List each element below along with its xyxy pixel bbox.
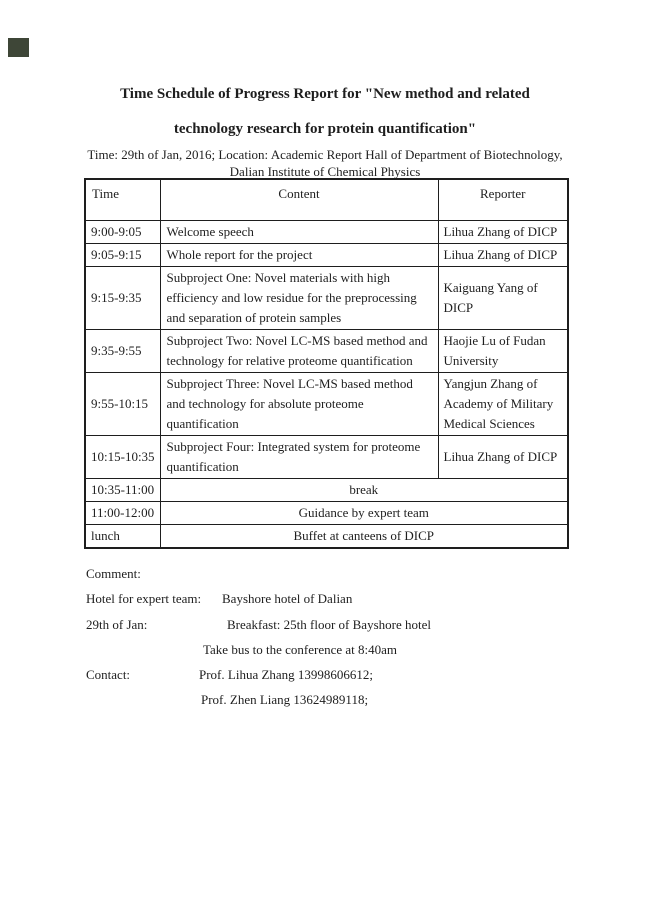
- breakfast-note: Breakfast: 25th floor of Bayshore hotel: [227, 617, 431, 632]
- table-row: [85, 220, 568, 243]
- date-label: 29th of Jan:: [86, 617, 148, 632]
- event-time-location-line1: Time: 29th of Jan, 2016; Location: Academic Report Hall of Department of Biotechnology,: [87, 147, 563, 162]
- contact-phone-2: Prof. Zhen Liang 13624989118;: [201, 692, 369, 707]
- content-cell: Subproject Four: Integrated system for proteome quantification: [160, 435, 438, 478]
- table-row: [85, 501, 568, 524]
- content-cell-merged: break: [160, 478, 568, 501]
- column-header-reporter: Reporter: [438, 179, 568, 220]
- column-header-content: Content: [160, 179, 438, 220]
- table-row: [85, 435, 568, 478]
- bus-note: Take bus to the conference at 8:40am: [203, 642, 398, 657]
- comment-label: Comment:: [86, 566, 141, 581]
- table-header-row: [85, 179, 568, 220]
- reporter-cell: Lihua Zhang of DICP: [438, 243, 568, 266]
- reporter-cell: Kaiguang Yang of DICP: [438, 266, 568, 329]
- table-row: [85, 266, 568, 329]
- time-cell: 9:00-9:05: [85, 220, 160, 243]
- reporter-cell: Yangjun Zhang of Academy of Military Medical Sciences: [438, 372, 568, 435]
- content-cell: Subproject Two: Novel LC-MS based method and technology for relative proteome quantification: [160, 329, 438, 372]
- reporter-cell: Lihua Zhang of DICP: [438, 435, 568, 478]
- time-cell: 9:05-9:15: [85, 243, 160, 266]
- content-cell-merged: Buffet at canteens of DICP: [160, 524, 568, 548]
- time-cell: 9:55-10:15: [85, 372, 160, 435]
- column-header-time: Time: [85, 179, 160, 220]
- time-cell: lunch: [85, 524, 160, 548]
- content-cell: Welcome speech: [160, 220, 438, 243]
- time-cell: 9:35-9:55: [85, 329, 160, 372]
- time-cell: 10:35-11:00: [85, 478, 160, 501]
- content-cell-merged: Guidance by expert team: [160, 501, 568, 524]
- hotel-value: Bayshore hotel of Dalian: [222, 591, 353, 606]
- time-cell: 11:00-12:00: [85, 501, 160, 524]
- event-time-location-line2: Dalian Institute of Chemical Physics: [229, 164, 421, 179]
- schedule-table: [84, 178, 569, 549]
- hotel-label: Hotel for expert team:: [86, 591, 202, 606]
- contact-label: Contact:: [86, 667, 131, 682]
- table-row: [85, 243, 568, 266]
- content-cell: Whole report for the project: [160, 243, 438, 266]
- table-row: [85, 329, 568, 372]
- corner-mark-artifact: [8, 38, 29, 57]
- contact-phone-1: Prof. Lihua Zhang 13998606612;: [199, 667, 374, 682]
- time-cell: 9:15-9:35: [85, 266, 160, 329]
- table-row: [85, 478, 568, 501]
- table-row: [85, 524, 568, 548]
- table-row: [85, 372, 568, 435]
- document-title-line2: technology research for protein quantification": [173, 121, 477, 137]
- reporter-cell: Lihua Zhang of DICP: [438, 220, 568, 243]
- time-cell: 10:15-10:35: [85, 435, 160, 478]
- content-cell: Subproject One: Novel materials with high efficiency and low residue for the preprocessing and separation of protein samples: [160, 266, 438, 329]
- reporter-cell: Haojie Lu of Fudan University: [438, 329, 568, 372]
- document-title-line1: Time Schedule of Progress Report for "New method and related: [120, 86, 530, 102]
- content-cell: Subproject Three: Novel LC-MS based method and technology for absolute proteome quantification: [160, 372, 438, 435]
